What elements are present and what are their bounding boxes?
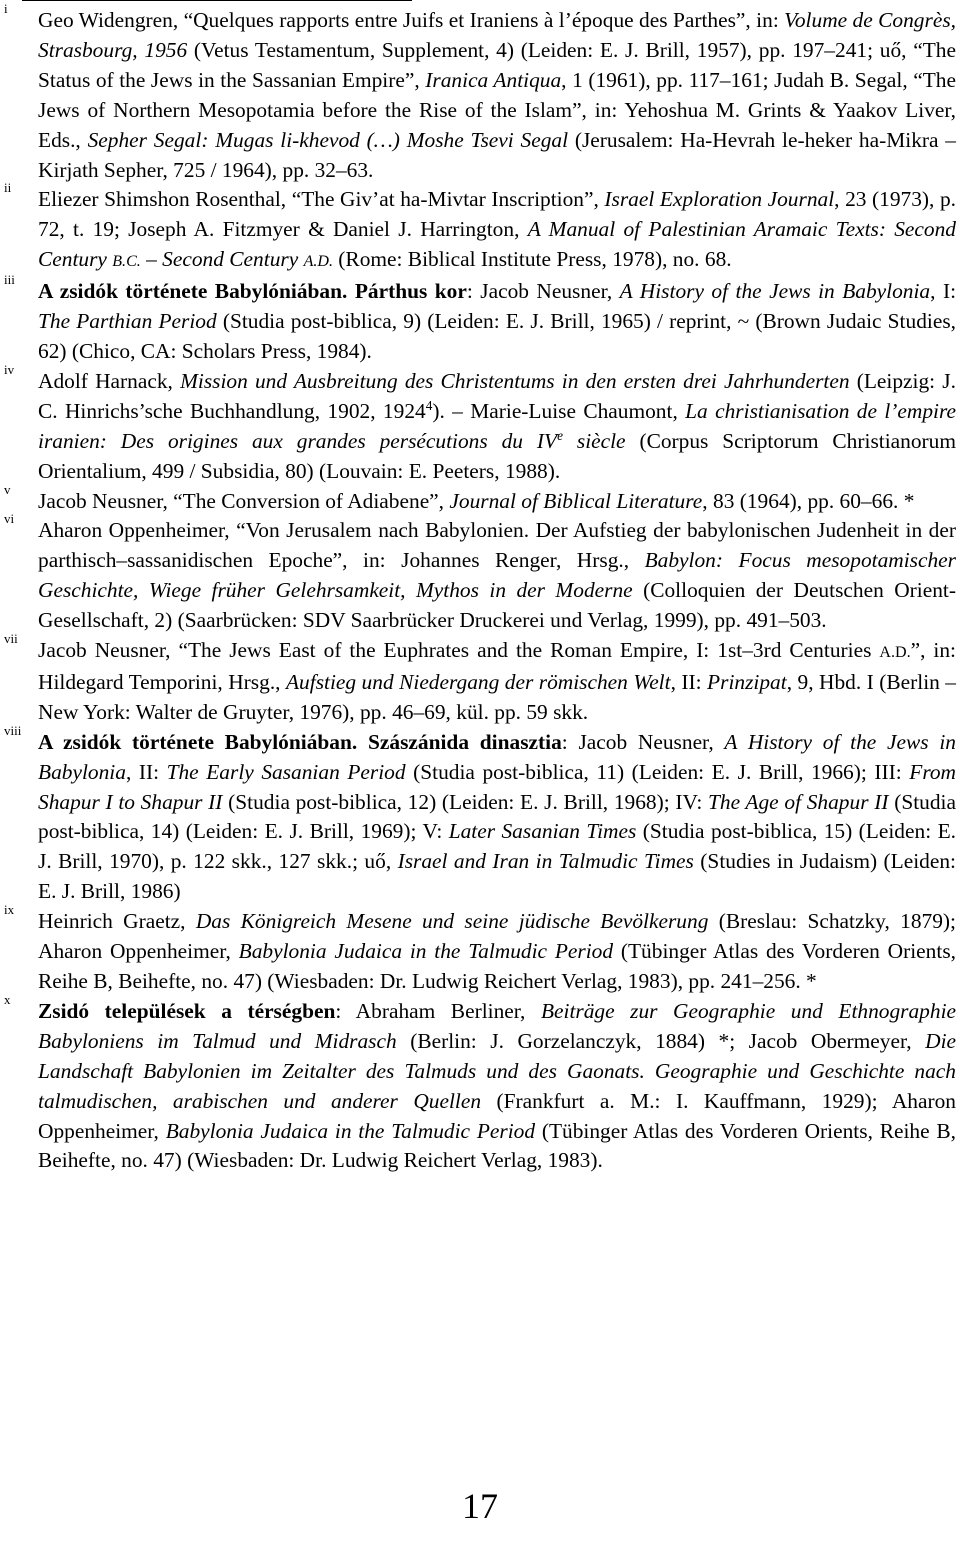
endnote-text-run: Geo Widengren, “Quelques rapports entre Juifs et Iraniens à l’époque des Parthes”, in:: [38, 8, 785, 32]
endnote-text-run: , II:: [670, 669, 708, 694]
endnote-text-run: A Manual of Palestinian Aramaic Texts: Second Century: [38, 217, 956, 272]
endnote-text-run: Sepher Segal: Mugas li-khevod (…) Moshe Tsevi Segal: [87, 127, 569, 152]
endnote-text-run: , 1 (1961), pp. 117–161; Judah B. Segal, “The Jews of Northern Mesopotamia before the Rise of the Islam”, in: Yehoshua M. Grints & Yaakov Liver, Eds.,: [38, 67, 956, 152]
endnote-text-run: Beiträge zur Geographie und Ethnographie Babyloniens im Talmud und Midrasch: [38, 998, 957, 1053]
endnote-text-run: (Rome: Biblical Institute Press, 1978), no. 68.: [332, 247, 732, 272]
endnote-text-run: A History of the Jews in Babylonia: [38, 729, 956, 784]
endnote-text-run: A History of the Jews in Babylonia: [619, 279, 931, 304]
endnote-text-run: The Age of Shapur II: [708, 789, 889, 814]
endnote-text-run: A zsidók története Babylóniában. Szászánida dinasztia: [38, 729, 562, 754]
endnote-text-run: The Early Sasanian Period: [166, 759, 406, 784]
endnote-text-run: , 9, Hbd. I (Berlin – New York: Walter de Gruyter, 1976), pp. 46–69, kül. pp. 59 skk.: [38, 669, 956, 724]
endnote-viii: [0, 722, 960, 907]
endnote-text-run: The Parthian Period: [38, 309, 217, 334]
endnote-text-run: Babylonia Judaica in the Talmudic Period: [238, 939, 614, 964]
endnote-ix: [0, 902, 960, 997]
endnote-v: [0, 481, 960, 517]
endnote-text-run: ”, in: Hildegard Temporini, Hrsg.,: [38, 638, 956, 694]
endnote-text-run: (Studia post-biblica, 14) (Leiden: E. J. Brill, 1969); V:: [38, 789, 956, 844]
endnote-text-run: (Berlin: J. Gorzelanczyk, 1884) *; Jacob Obermeyer,: [396, 1028, 926, 1053]
endnote-text-run: Iranica Antiqua: [425, 67, 562, 92]
endnote-vii: [0, 631, 960, 728]
endnote-text-run: siècle: [562, 428, 626, 453]
endnote-text-run: (Tübinger Atlas des Vorderen Orients, Reihe B, Beihefte, no. 47) (Wiesbaden: Dr. Ludwig Reichert Verlag, 1983), pp. 241–256. *: [38, 939, 956, 993]
endnote-text-run: Aharon Oppenheimer, “Von Jerusalem nach Babylonien. Der Aufstieg der babylonischen Judenheit in der parthisch–sassanidischen Epoche”, in: Johannes Renger, Hrsg.,: [38, 518, 956, 573]
endnote-text-run: (Frankfurt a. M.: I. Kauffmann, 1929); Aharon Oppenheimer,: [38, 1088, 956, 1143]
endnote-text-run: (Colloquien der Deutschen Orient-Gesellschaft, 2) (Saarbrücken: SDV Saarbrücker Druckerei und Verlag, 1999), pp. 491–503.: [38, 578, 956, 633]
page-number: 17: [462, 1486, 498, 1526]
endnote-text-run: Israel Exploration Journal: [604, 187, 835, 212]
endnote-marker: ix: [4, 902, 15, 918]
endnote-text-run: La christianisation de l’empire iranien: Des origines aux grandes persécutions du IV: [38, 398, 956, 453]
endnote-text-run: 4: [425, 397, 433, 413]
endnote-text-run: From Shapur I to Shapur II: [38, 759, 957, 814]
endnote-text-run: , 83 (1964), pp. 60–66. *: [702, 488, 915, 513]
endnote-text-run: Later Sasanian Times: [448, 819, 637, 844]
endnote-text-run: (Breslau: Schatzky, 1879); Aharon Oppenheimer,: [38, 909, 956, 964]
endnote-text-run: , II:: [125, 759, 167, 784]
endnote-text-run: (Studies in Judaism) (Leiden: E. J. Brill, 1986): [38, 849, 956, 904]
endnote-iii: [0, 272, 960, 367]
endnote-text-run: : Jacob Neusner,: [466, 279, 620, 304]
footnote-separator-rule: [22, 0, 412, 1]
endnote-text-run: (Studia post-biblica, 15) (Leiden: E. J. Brill, 1970), p. 122 skk., 127 skk.; uő,: [38, 819, 956, 874]
endnote-text-run: (Jerusalem: Ha-Hevrah le-heker ha-Mikra – Kirjath Sepher, 725 / 1964), pp. 32–63.: [38, 127, 956, 182]
endnote-text-run: Journal of Biblical Literature: [449, 488, 703, 513]
endnote-text-run: Babylon: Focus mesopotamischer Geschichte, Wiege früher Gelehrsamkeit, Mythos in der Moderne: [38, 548, 956, 603]
endnote-text-run: , 23 (1973), p. 72, t. 19; Joseph A. Fitzmyer & Daniel J. Harrington,: [38, 187, 957, 242]
endnote-text-run: Babylonia Judaica in the Talmudic Period: [165, 1118, 536, 1143]
endnote-i: [0, 1, 960, 185]
endnote-text-run: (Leipzig: J. C. Hinrichs’sche Buchhandlung, 1902, 1924: [38, 368, 956, 423]
endnote-marker: ii: [4, 180, 12, 196]
endnote-text-run: Volume de Congrès, Strasbourg, 1956: [38, 8, 956, 62]
endnote-text-run: A.D.: [879, 644, 911, 662]
endnote-text-run: (Studia post-biblica, 9) (Leiden: E. J. Brill, 1965) / reprint, ~ (Brown Judaic Studies, 62) (Chico, CA: Scholars Press, 1984).: [38, 309, 956, 363]
endnote-text-run: Mission und Ausbreitung des Christentums in den ersten drei Jahrhunderten: [180, 368, 850, 393]
endnote-x: [0, 991, 960, 1176]
endnote-text-run: Das Königreich Mesene und seine jüdische Bevölkerung: [195, 909, 709, 934]
endnote-marker: vi: [4, 511, 15, 527]
endnote-text-run: A zsidók története Babylóniában. Párthus kor: [38, 279, 467, 304]
endnote-text-run: ). – Marie-Luise Chaumont,: [432, 398, 686, 423]
endnote-text-run: : Jacob Neusner,: [561, 729, 725, 754]
endnote-iv: [0, 361, 960, 487]
endnote-text-run: e: [557, 427, 563, 443]
endnote-text-run: Die Landschaft Babylonien im Zeitalter des Talmuds und des Gaonats. Geographie und Geschichte nach talmudischen, arabischen und anderer Quellen: [38, 1028, 957, 1113]
endnote-marker: iv: [4, 361, 15, 377]
endnote-marker: viii: [4, 722, 22, 738]
endnote-text-run: Adolf Harnack,: [38, 368, 181, 393]
endnote-text-run: Prinzipat: [707, 669, 787, 694]
endnote-vi: [0, 511, 960, 636]
endnote-text-run: , I:: [930, 279, 957, 304]
endnote-ii: [0, 180, 960, 277]
endnote-text-run: Aufstieg und Niedergang der römischen Welt: [285, 669, 671, 694]
endnote-marker: i: [4, 1, 8, 16]
endnote-text-run: B.C.: [112, 253, 141, 271]
endnote-text-run: : Abraham Berliner,: [335, 998, 541, 1023]
endnote-text-run: (Studia post-biblica, 12) (Leiden: E. J. Brill, 1968); IV:: [222, 789, 709, 814]
endnote-marker: x: [4, 991, 11, 1007]
endnote-marker: v: [4, 481, 11, 497]
endnote-marker: vii: [4, 631, 18, 647]
endnote-text-run: Israel and Iran in Talmudic Times: [397, 849, 694, 874]
endnote-text-run: Eliezer Shimshon Rosenthal, “The Giv’at ha-Mivtar Inscription”,: [38, 187, 605, 212]
endnote-text-run: (Vetus Testamentum, Supplement, 4) (Leiden: E. J. Brill, 1957), pp. 197–241; uő, “The Status of the Jews in the Sassanian Empire”,: [38, 37, 956, 92]
endnote-text-run: Jacob Neusner, “The Conversion of Adiabene”,: [38, 488, 450, 513]
endnote-text-run: Heinrich Graetz,: [38, 909, 196, 934]
endnote-text-run: (Corpus Scriptorum Christianorum Orientalium, 499 / Subsidia, 80) (Louvain: E. Peeters, 1988).: [38, 428, 956, 483]
endnote-text-run: – Second Century: [140, 247, 304, 272]
endnote-text-run: Jacob Neusner, “The Jews East of the Euphrates and the Roman Empire, I: 1st–3rd Centuries: [38, 638, 880, 663]
endnote-text-run: A.D.: [303, 253, 333, 271]
endnote-text-run: Zsidó települések a térségben: [38, 998, 336, 1023]
endnote-text-run: (Tübinger Atlas des Vorderen Orients, Reihe B, Beihefte, no. 47) (Wiesbaden: Dr. Ludwig Reichert Verlag, 1983).: [38, 1118, 956, 1173]
endnote-text-run: (Studia post-biblica, 11) (Leiden: E. J. Brill, 1966); III:: [405, 759, 910, 784]
endnotes-list: [0, 1, 960, 1176]
endnote-marker: iii: [4, 272, 15, 288]
